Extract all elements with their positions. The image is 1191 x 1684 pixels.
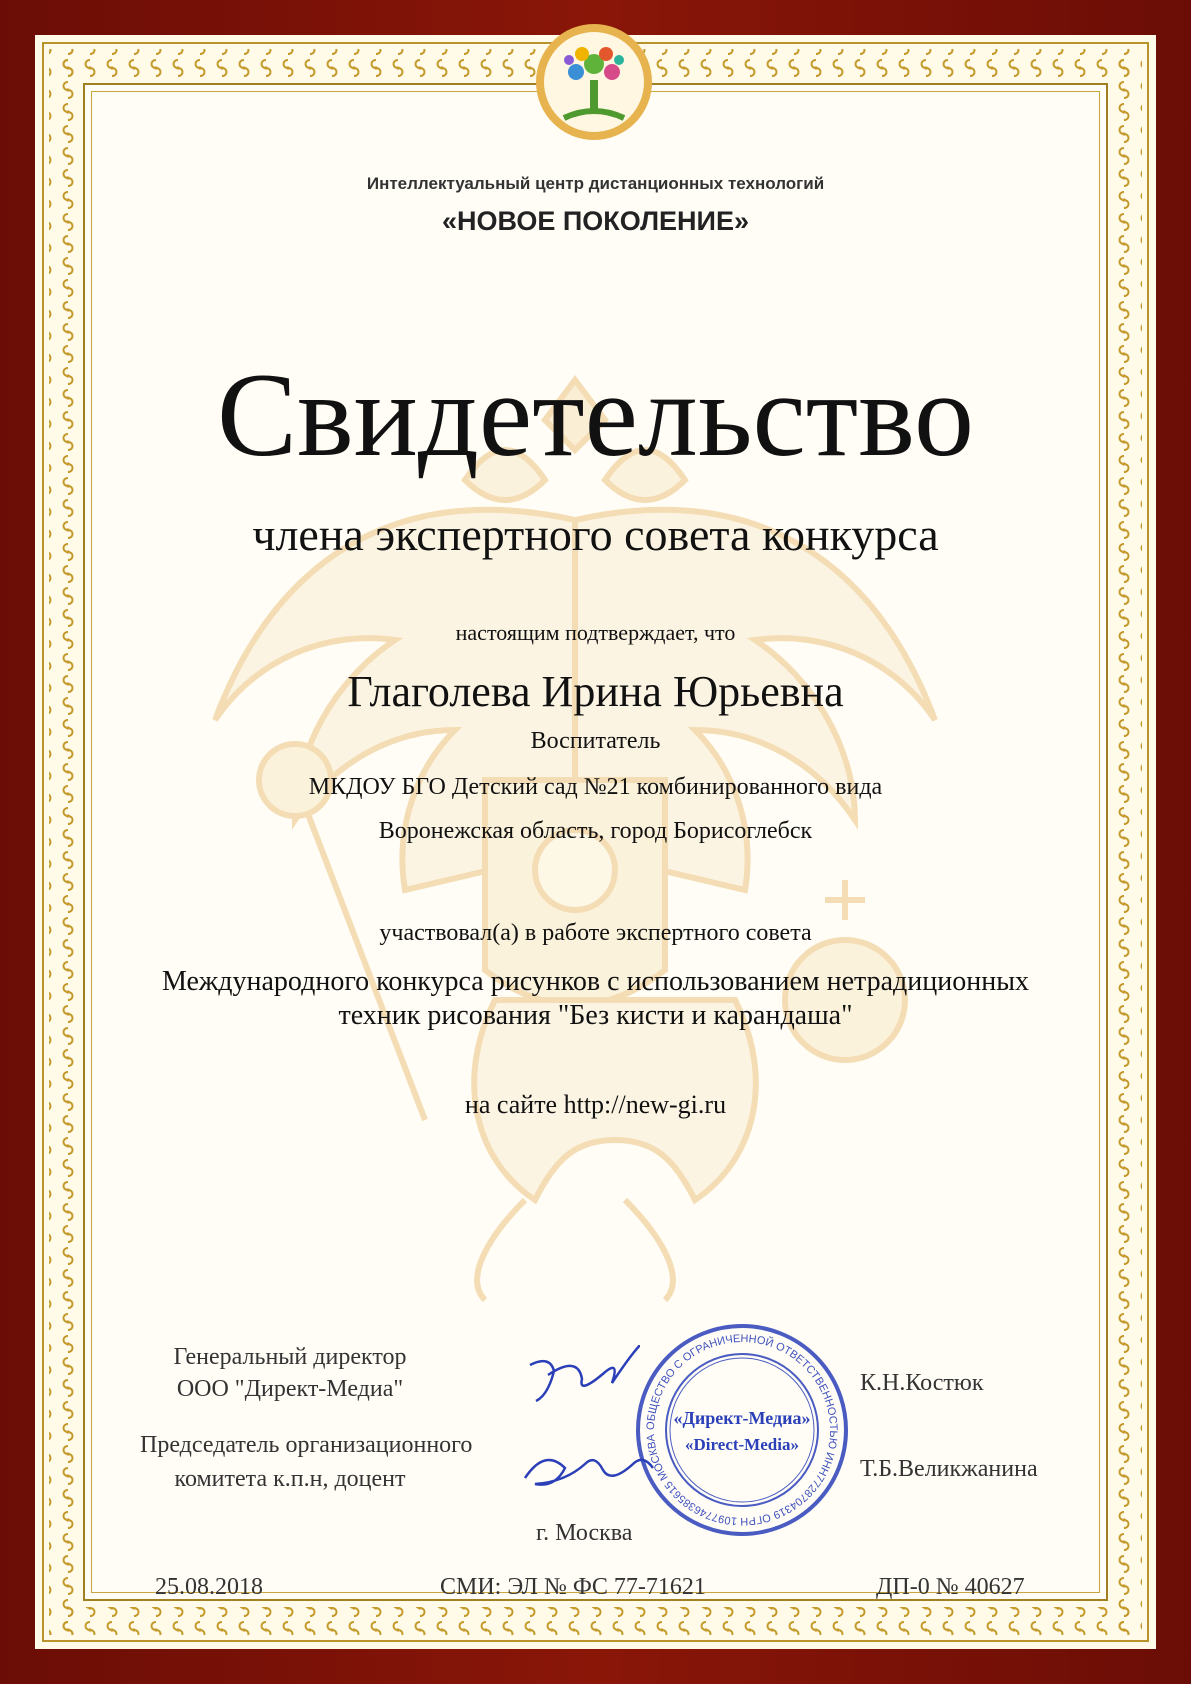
organization-subtitle: Интеллектуальный центр дистанционных технологий [366,174,825,193]
director-title-line2: ООО "Директ-Медиа" [176,1376,404,1402]
chair-title-line2: комитета к.п.н, доцент [174,1466,406,1492]
footer-media-registration: СМИ: ЭЛ № ФС 77-71621 [440,1574,706,1600]
footer-date: 25.08.2018 [155,1574,263,1600]
contest-name-line2: техник рисования "Без кисти и карандаша" [338,1000,853,1031]
company-stamp [632,1320,852,1540]
director-signature [520,1345,640,1415]
stamp-center-line2: «Direct-Media» [685,1435,799,1454]
director-name: К.Н.Костюк [860,1370,984,1396]
director-title-line1: Генеральный директор [173,1344,407,1370]
chair-title-line1: Председатель организационного [140,1432,473,1458]
footer-document-number: ДП-0 № 40627 [876,1574,1025,1600]
confirm-text: настоящим подтверждает, что [455,620,736,645]
city: г. Москва [536,1520,633,1546]
contest-name-line1: Международного конкурса рисунков с использованием нетрадиционных [161,966,1030,997]
person-institution: МКДОУ БГО Детский сад №21 комбинированного вида [308,774,883,800]
tree-logo [534,22,654,142]
stamp-ring-text: ОБЩЕСТВО С ОГРАНИЧЕННОЙ ОТВЕТСТВЕННОСТЬЮ ИНН7728704319 ОГРН 1097746385615 МОСКВА [644,1332,840,1528]
stamp-center-line1: «Директ-Медиа» [673,1408,811,1428]
site-url: на сайте http://new-gi.ru [464,1090,727,1119]
person-position: Воспитатель [530,728,661,754]
certificate-subtitle: члена экспертного совета конкурса [252,509,939,560]
person-name: Глаголева Ирина Юрьевна [347,667,844,716]
certificate-title: Свидетельство [216,348,975,481]
person-location: Воронежская область, город Борисоглебск [378,818,813,844]
organization-name: «НОВОЕ ПОКОЛЕНИЕ» [442,206,749,236]
participation-text: участвовал(а) в работе экспертного совета [379,920,812,946]
chair-name: Т.Б.Великжанина [860,1456,1038,1482]
